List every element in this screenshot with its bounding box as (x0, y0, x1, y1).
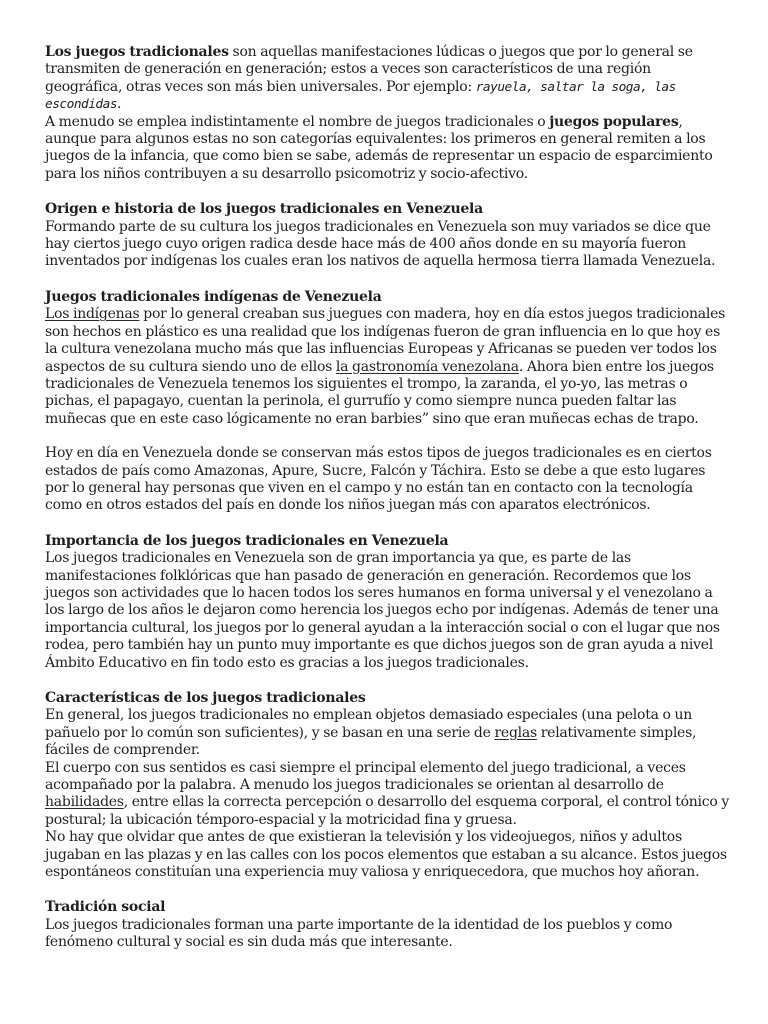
importancia-paragraph: Los juegos tradicionales en Venezuela son de gran importancia ya que, es parte de las manifestaciones folklóricas que han pasado de generación en generación. Recordemos que los juegos son actividades que lo hacen todos los seres humanos en forma universal y el venezolano a los largo de los años le dejaron como herencia los juegos echo por indígenas. Además de tener una importancia cultural, los juegos por lo general ayudan a la interacción social o con el lugar que nos rodea, pero también hay un punto muy importante es que dichos juegos son de gran ayuda a nivel Ámbito Educativo en fin todo esto es gracias a los juegos tradicionales. (45, 550, 720, 671)
indigenas-text-2: . Ahora bien entre los juegos tradicionales de Venezuela tenemos los siguientes el trompo, la zaranda, el yo-yo, las metras o pichas, el papagayo, cuentan la perinola, el gurrufío y como siempre nunca pueden faltar las muñecas que en este caso lógicamente no eran barbies” sino que eran muñecas echas de trapo. (45, 358, 714, 427)
intro-p2-before: A menudo se emplea indistintamente el nombre de juegos tradicionales o (45, 113, 550, 130)
caracteristicas-p1-after: relativamente simples, fáciles de comprender. (45, 724, 697, 759)
link-reglas[interactable]: reglas (494, 724, 537, 741)
caracteristicas-paragraph-3: No hay que olvidar que antes de que existieran la televisión y los videojuegos, niños y adultos jugaban en las plazas y en las calles con los pocos elementos que estaban a su alcance. Estos juegos espontáneos constituían una experiencia muy valiosa y enriquecedora, que muchos hoy añoran. (45, 829, 727, 881)
intro-paragraph-2 (45, 114, 730, 184)
origen-paragraph: Formando parte de su cultura los juegos tradicionales en Venezuela son muy variados se dice que hay ciertos juego cuyo origen radica desde hace más de 400 años donde en su mayoría fueron inventados por indígenas los cuales eran los nativos de aquella hermosa tierra llamada Venezuela. (45, 218, 716, 270)
origen-heading: Origen e historia de los juegos tradicionales en Venezuela (45, 201, 483, 218)
intro-end: . (117, 96, 122, 113)
indigenas-paragraph-1 (45, 306, 730, 428)
caracteristicas-paragraph-2 (45, 760, 730, 830)
tradicion-section (45, 899, 730, 951)
indigenas-text-1: por lo general creaban sus juegues con madera, hoy en día estos juegos tradicionales son hechos en plástico es una realidad que los indígenas fueron de gran influencia en lo que hoy es la cultura venezolana mucho más que las influencias Europeas y Africanas se pueden ver todos los aspectos de su cultura siendo uno de ellos (45, 306, 726, 375)
tradicion-paragraph: Los juegos tradicionales forman una parte importante de la identidad de los pueblos y como fenómeno cultural y social es sin duda más que interesante. (45, 916, 673, 951)
intro-text: son aquellas manifestaciones lúdicas o juegos que por lo general se transmiten de generación en generación; estos a veces son característicos de una región geográfica, otras veces son más bien universales. Por ejemplo: (45, 44, 693, 95)
caracteristicas-heading: Características de los juegos tradicionales (45, 690, 366, 706)
importancia-heading: Importancia de los juegos tradicionales en Venezuela (45, 532, 449, 549)
intro-p2-after: , aunque para algunos estas no son categorías equivalentes: los primeros en general remiten a los juegos de la infancia, que como bien se sabe, además de representar un espacio de esparcimiento para los niños contribuyen a su desarrollo psicomotriz y socio-afectivo. (45, 113, 713, 182)
importancia-section (45, 533, 730, 672)
caracteristicas-p2-after: , entre ellas la correcta percepción o desarrollo del esquema corporal, el control tónico y postural; la ubicación témporo-espacial y la motricidad fina y gruesa. (45, 794, 730, 828)
link-habilidades[interactable]: habilidades (45, 794, 124, 811)
caracteristicas-p1-before: En general, los juegos tradicionales no emplean objetos demasiado especiales (una pelota o un pañuelo por lo común son suficientes), y se basan en una serie de (45, 707, 693, 741)
indigenas-heading: Juegos tradicionales indígenas de Venezuela (45, 288, 382, 305)
link-gastronomia-venezolana[interactable]: la gastronomía venezolana (335, 358, 519, 375)
intro-section (45, 44, 730, 183)
caracteristicas-section (45, 690, 730, 881)
intro-lead: Los juegos tradicionales (45, 44, 229, 60)
intro-p2-bold: juegos populares (549, 113, 679, 130)
caracteristicas-p2-before: El cuerpo con sus sentidos es casi siempre el principal elemento del juego tradicional, a veces acompañado por la palabra. A menudo los juegos tradicionales se orientan al desarrollo de (45, 759, 686, 794)
origen-section (45, 201, 730, 271)
indigenas-paragraph-2: Hoy en día en Venezuela donde se conservan más estos tipos de juegos tradicionales es en ciertos estados de país como Amazonas, Apure, Sucre, Falcón y Táchira. Esto se debe a que esto lugares por lo general hay personas que viven en el campo y no están tan en contacto con la tecnología como en otros estados del país en donde los niños juegan más con aparatos electrónicos. (45, 445, 712, 514)
tradicion-heading: Tradición social (45, 899, 166, 916)
indigenas-section (45, 289, 730, 515)
link-los-indigenas[interactable]: Los indígenas (45, 306, 140, 323)
intro-paragraph-1 (45, 44, 730, 114)
caracteristicas-paragraph-1 (45, 707, 730, 759)
intro-examples: rayuela, saltar la soga, las escondidas (45, 79, 676, 113)
